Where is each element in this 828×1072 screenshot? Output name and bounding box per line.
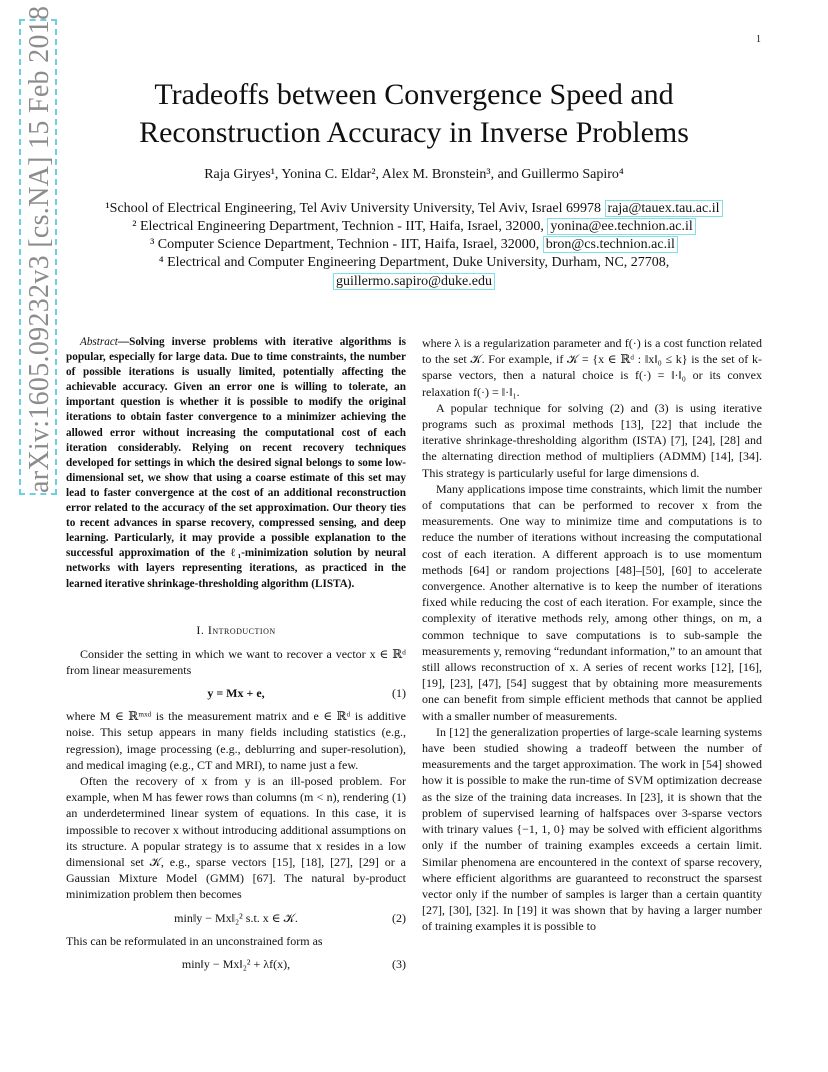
abstract-body: —Solving inverse problems with iterative algorithms is popular, especially for large data. Due to time constraints, the number of possible iterations is usually limited, potentially affecting the achievable accuracy. Given an error one is willing to tolerate, an important question is whether it is possible to modify the original iterations to obtain faster convergence to a minimizer achieving the allowed error without increasing the computational cost of each iteration considerably. Relying on recent recovery techniques developed for settings in which the desired signal belongs to some low-dimensional set, we show that using a coarse estimate of this set may lead to faster convergence at the cost of an additional reconstruction error related to the accuracy of the set approximation. Our theory ties to recent advances in sparse recovery, compressed sensing, and deep learning. Particularly, it may provide a possible explanation to the successful approximation of the ℓ₁-minimization solution by neural networks with layers representing iterations, as practiced in the learned iterative shrinkage-thresholding algorithm (LISTA).: [66, 336, 406, 590]
right-paragraph-1: where λ is a regularization parameter and f(·) is a cost function related to the set 𝒦. For example, if 𝒦 = {x ∈ ℝᵈ : ‖x‖₀ ≤ k} is the set of k-sparse vectors, then a natural choice is f(·) = ‖·‖₀ or its convex relaxation f(·) = ‖·‖₁.: [422, 336, 762, 399]
arxiv-stamp[interactable]: arXiv:1605.09232v3 [cs.NA] 15 Feb 2018: [19, 19, 57, 495]
email-link-4[interactable]: guillermo.sapiro@duke.edu: [333, 273, 495, 290]
author-list: Raja Giryes¹, Yonina C. Eldar², Alex M. Bronstein³, and Guillermo Sapiro⁴: [204, 167, 624, 182]
intro-paragraph-2: where M ∈ ℝᵐˣᵈ is the measurement matrix and e ∈ ℝᵈ is additive noise. This setup appears in many fields including statistics (e.g., regression), image processing (e.g., deblurring and super-resolution), and medical imaging (e.g., CT and MRI), to name just a few.: [66, 709, 406, 772]
title-line-1: Tradeoffs between Convergence Speed and: [154, 78, 674, 111]
email-link-3[interactable]: bron@cs.technion.ac.il: [543, 236, 678, 253]
page-number: 1: [756, 34, 761, 45]
left-column: [66, 335, 406, 979]
equation-2: [66, 909, 406, 927]
equation-1-body: y = Mx + e,: [207, 686, 265, 701]
equation-1: [66, 684, 406, 702]
paper-title: [0, 76, 828, 152]
equation-3: [66, 955, 406, 973]
abstract-label: Abstract: [80, 336, 118, 348]
affiliation-4: [0, 254, 828, 272]
right-paragraph-4: In [12] the generalization properties of large-scale learning systems have been studied showing a tradeoff between the number of measurements and the target approximation. The work in [54] showed how it is possible to make the run-time of SVM optimization decrease as the size of the training data increases. In [23], it is shown that the problem of supervised learning of halfspaces over 3-sparse vectors with trinary values {−1, 1, 0} may be solved with efficient algorithms only if the number of training examples exceeds a certain limit. Similar phenomena are encountered in the context of sparse recovery, where efficient algorithms are guaranteed to reconstruct the sparsest vector only if the number of samples is larger than a certain quantity [27], [30], [32]. In [19] it was shown that by having a larger number of training examples it is possible to: [422, 724, 762, 934]
equation-3-number: (3): [392, 956, 406, 971]
abstract: [66, 335, 406, 592]
affiliation-1-text: ¹School of Electrical Engineering, Tel Aviv University University, Tel Aviv, Israel 69978: [105, 201, 605, 216]
right-column: [422, 335, 762, 935]
affiliation-2-text: ² Electrical Engineering Department, Technion - IIT, Haifa, Israel, 32000,: [132, 219, 548, 234]
email-link-1[interactable]: raja@tauex.tau.ac.il: [605, 200, 723, 217]
right-paragraph-2: A popular technique for solving (2) and (3) is using iterative programs such as proximal methods [13], [22] that include the iterative shrinkage-thresholding algorithm (ISTA) [7], [24], [28] and the alternating direction method of multipliers (ADMM) [14], [34]. This strategy is particularly useful for large dimensions d.: [422, 400, 762, 480]
equation-1-number: (1): [392, 686, 406, 701]
section-heading-introduction: I. Introduction: [196, 622, 276, 637]
intro-paragraph-3: Often the recovery of x from y is an ill-posed problem. For example, when M has fewer rows than columns (m < n), rendering (1) an underdetermined linear system of equations. In this case, it is impossible to recover x without introducing additional assumptions on its structure. A popular strategy is to assume that x resides in a low dimensional set 𝒦, e.g., sparse vectors [15], [18], [27], [29] or a Gaussian Mixture Model (GMM) [67]. The natural by-product minimization problem then becomes: [66, 774, 406, 902]
affiliation-4-text: ⁴ Electrical and Computer Engineering Department, Duke University, Durham, NC, 27708,: [158, 255, 670, 270]
equation-3-body: min‖y − Mx‖₂² + λf(x),: [181, 956, 291, 971]
right-paragraph-3: Many applications impose time constraints, which limit the number of computations that can be performed to recover x from the measurements. One way to minimize time and computations is to reduce the number of iterations without increasing the computational cost of each iteration. A different approach is to use momentum methods [64] or random projections [48]–[50], [60] to accelerate convergence. Another alternative is to keep the number of iterations fixed while reducing the cost of each iteration. For example, since the complexity of iterative methods rely, among other things, on m, a common technique to save computations is to sub-sample the measurements y, removing “redundant information,” to an amount that still allows reconstruction of x. A series of recent works [12], [16], [19], [23], [47], [54] suggest that by obtaining more measurements one can benefit from simple efficient methods that cannot be applied with a smaller number of measurements.: [422, 481, 762, 723]
title-line-2: Reconstruction Accuracy in Inverse Problems: [139, 116, 689, 149]
affiliation-1: [0, 200, 828, 218]
equation-2-number: (2): [392, 910, 406, 925]
affiliation-4-email-line: [0, 273, 828, 291]
intro-paragraph-4: This can be reformulated in an unconstrained form as: [66, 933, 323, 948]
affiliation-3: [0, 236, 828, 254]
email-link-2[interactable]: yonina@ee.technion.ac.il: [547, 218, 695, 235]
affiliation-2: [0, 218, 828, 236]
affiliation-3-text: ³ Computer Science Department, Technion - IIT, Haifa, Israel, 32000,: [150, 237, 543, 252]
intro-paragraph-1: Consider the setting in which we want to recover a vector x ∈ ℝᵈ from linear measurements: [66, 646, 406, 677]
equation-2-body: min‖y − Mx‖₂² s.t. x ∈ 𝒦.: [174, 910, 298, 925]
